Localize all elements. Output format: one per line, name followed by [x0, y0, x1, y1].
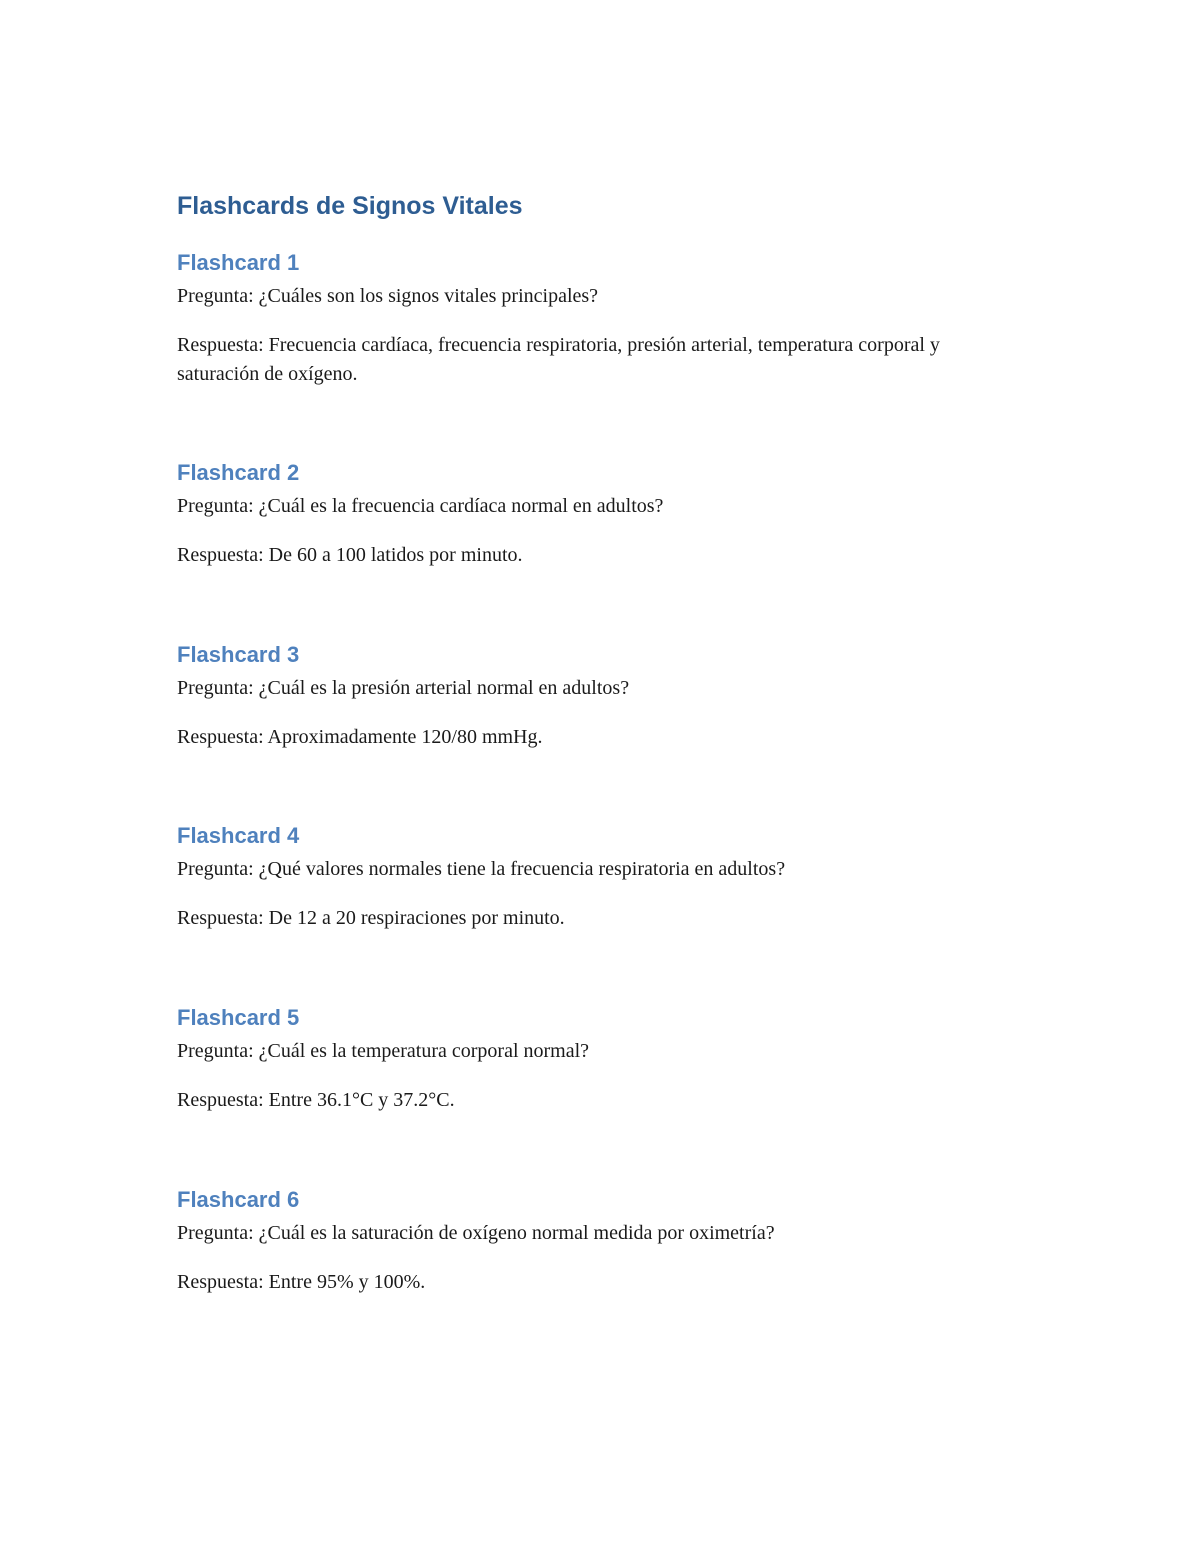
flashcard-heading: Flashcard 1 [177, 250, 300, 275]
flashcard-heading: Flashcard 3 [177, 642, 300, 667]
flashcard-answer: Respuesta: Frecuencia cardíaca, frecuencia respiratoria, presión arterial, temperatura corporal y saturación de oxígeno. [177, 334, 940, 385]
flashcard [177, 1185, 997, 1297]
document-title: Flashcards de Signos Vitales [177, 192, 523, 220]
flashcard-question: Pregunta: ¿Qué valores normales tiene la frecuencia respiratoria en adultos? [177, 858, 786, 880]
flashcard-heading: Flashcard 4 [177, 823, 300, 848]
flashcard [177, 248, 997, 389]
flashcard-question: Pregunta: ¿Cuál es la frecuencia cardíaca normal en adultos? [177, 495, 664, 517]
flashcard-heading: Flashcard 5 [177, 1005, 300, 1030]
flashcard-answer: Respuesta: De 12 a 20 respiraciones por minuto. [177, 907, 565, 929]
flashcard-question: Pregunta: ¿Cuáles son los signos vitales principales? [177, 285, 599, 307]
flashcard-answer: Respuesta: Entre 95% y 100%. [177, 1271, 426, 1293]
flashcard-question: Pregunta: ¿Cuál es la presión arterial normal en adultos? [177, 677, 630, 699]
flashcard [177, 458, 997, 570]
flashcard [177, 1003, 997, 1115]
flashcard-answer: Respuesta: De 60 a 100 latidos por minuto. [177, 544, 523, 566]
flashcard-heading: Flashcard 2 [177, 460, 300, 485]
flashcard [177, 640, 997, 752]
flashcard-answer: Respuesta: Entre 36.1°C y 37.2°C. [177, 1089, 455, 1111]
flashcard-question: Pregunta: ¿Cuál es la temperatura corporal normal? [177, 1040, 590, 1062]
flashcard-heading: Flashcard 6 [177, 1187, 300, 1212]
flashcard [177, 821, 997, 933]
flashcard-question: Pregunta: ¿Cuál es la saturación de oxígeno normal medida por oximetría? [177, 1222, 775, 1244]
flashcard-answer: Respuesta: Aproximadamente 120/80 mmHg. [177, 726, 543, 748]
